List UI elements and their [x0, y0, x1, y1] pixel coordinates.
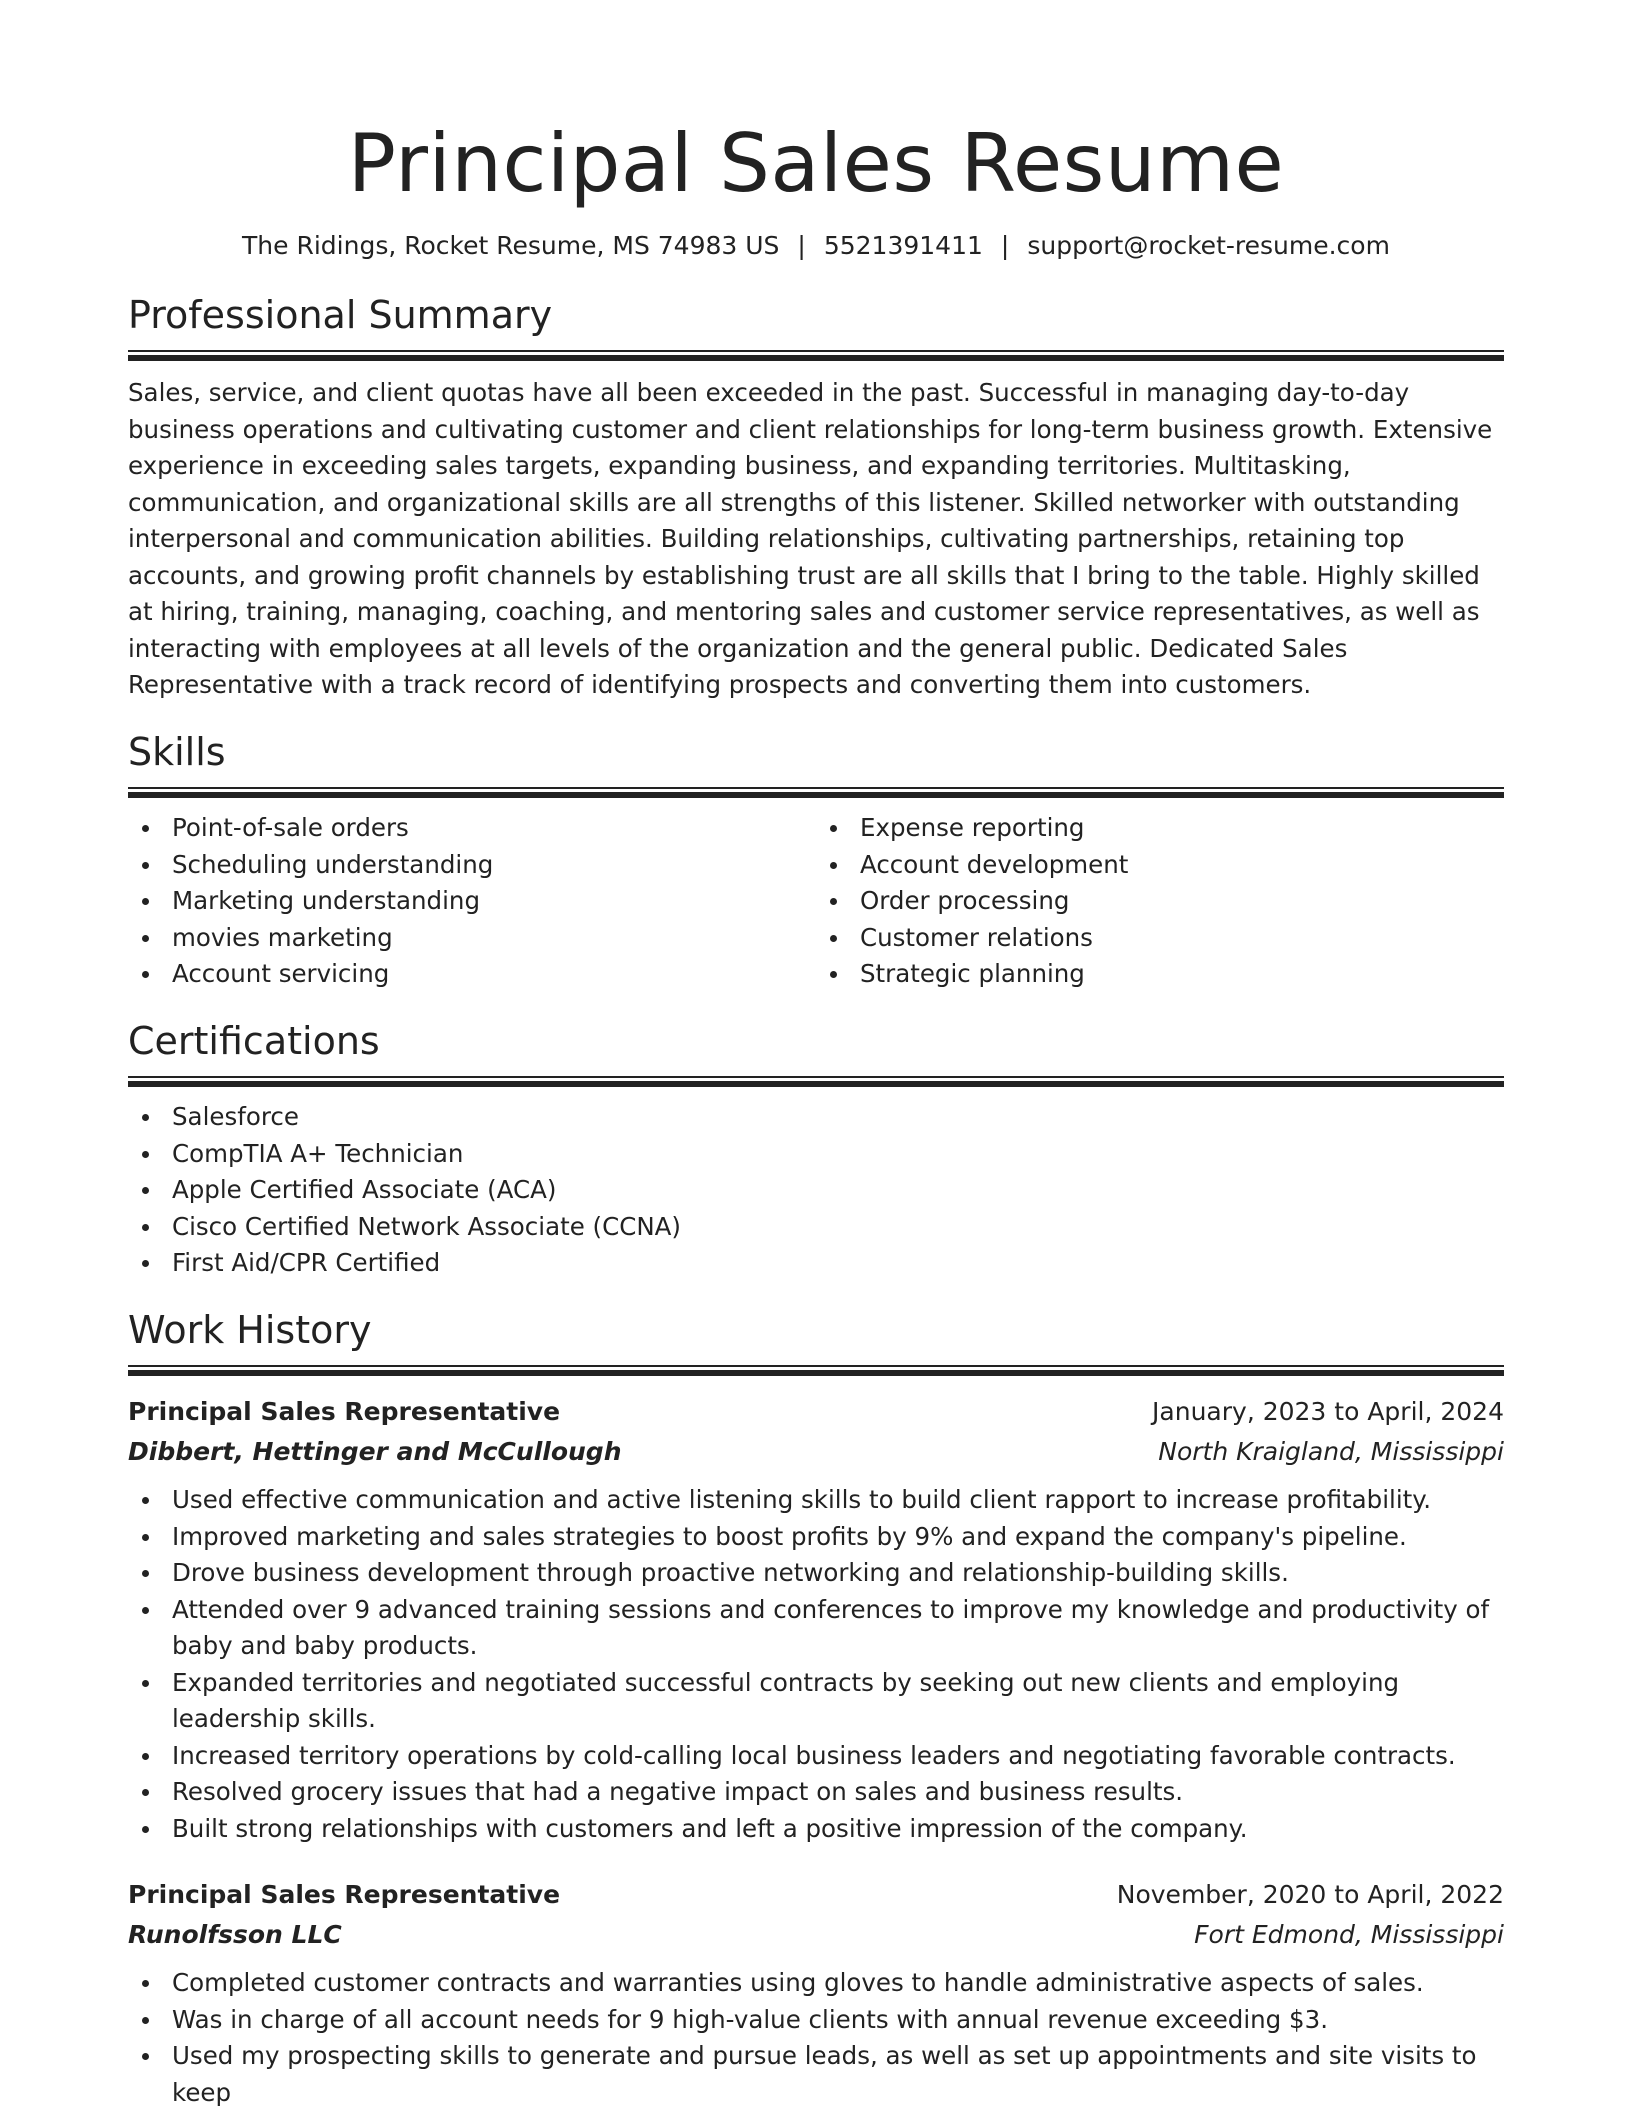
- job-subheader: [128, 1915, 1504, 1955]
- contact-line: [128, 230, 1504, 263]
- contact-email: support@rocket-resume.com: [1027, 231, 1390, 260]
- job-bullets: [128, 1965, 1504, 2111]
- section-divider: [128, 787, 1504, 798]
- job-header: [128, 1875, 1504, 1915]
- list-item: Order processing: [816, 883, 1504, 920]
- list-item: Point-of-sale orders: [128, 810, 816, 847]
- list-item: First Aid/CPR Certified: [128, 1245, 1504, 1282]
- list-item: Used effective communication and active listening skills to build client rapport to increase profitability.: [128, 1482, 1504, 1519]
- list-item: Expense reporting: [816, 810, 1504, 847]
- section-title-summary: Professional Summary: [128, 292, 553, 337]
- section-title-skills: Skills: [128, 729, 226, 774]
- list-item: Account development: [816, 847, 1504, 884]
- job-entry: [128, 1392, 1504, 1847]
- job-header: [128, 1392, 1504, 1432]
- job-bullets: [128, 1482, 1504, 1847]
- job-dates: January, 2023 to April, 2024: [1152, 1397, 1504, 1427]
- section-title-certifications: Certifications: [128, 1018, 380, 1063]
- contact-phone: 5521391411: [823, 231, 983, 260]
- skills-columns: [128, 810, 1504, 993]
- job-location: Fort Edmond, Mississippi: [1194, 1920, 1504, 1950]
- list-item: Attended over 9 advanced training sessions and conferences to improve my knowledge and productivity of baby and baby products.: [128, 1592, 1504, 1665]
- job-location: North Kraigland, Mississippi: [1158, 1437, 1504, 1467]
- list-item: Drove business development through proactive networking and relationship-building skills.: [128, 1555, 1504, 1592]
- work-history-section: [128, 1308, 1504, 2112]
- certifications-section: [128, 1019, 1504, 1282]
- job-company: Runolfsson LLC: [128, 1920, 342, 1950]
- skills-section: [128, 730, 1504, 993]
- certifications-list: [128, 1099, 1504, 1282]
- contact-separator: |: [1000, 231, 1010, 260]
- contact-separator: |: [797, 231, 806, 260]
- list-item: Improved marketing and sales strategies to boost profits by 9% and expand the company's pipeline.: [128, 1519, 1504, 1556]
- resume-page: [128, 0, 1504, 2111]
- job-title: Principal Sales Representative: [128, 1397, 561, 1427]
- list-item: Used my prospecting skills to generate and pursue leads, as well as set up appointments and site visits to keep: [128, 2038, 1504, 2111]
- list-item: movies marketing: [128, 920, 816, 957]
- job-company: Dibbert, Hettinger and McCullough: [128, 1437, 622, 1467]
- list-item: Cisco Certified Network Associate (CCNA): [128, 1209, 1504, 1246]
- job-subheader: [128, 1432, 1504, 1472]
- section-divider: [128, 350, 1504, 361]
- job-dates: November, 2020 to April, 2022: [1116, 1880, 1504, 1910]
- list-item: Expanded territories and negotiated successful contracts by seeking out new clients and employing leadership skills.: [128, 1665, 1504, 1738]
- list-item: Increased territory operations by cold-calling local business leaders and negotiating favorable contracts.: [128, 1738, 1504, 1775]
- page-title: Principal Sales Resume: [347, 117, 1285, 210]
- section-divider: [128, 1365, 1504, 1376]
- list-item: CompTIA A+ Technician: [128, 1136, 1504, 1173]
- section-title-work-history: Work History: [128, 1307, 372, 1352]
- list-item: Marketing understanding: [128, 883, 816, 920]
- list-item: Resolved grocery issues that had a negative impact on sales and business results.: [128, 1774, 1504, 1811]
- list-item: Was in charge of all account needs for 9 high-value clients with annual revenue exceeding $3.: [128, 2002, 1504, 2039]
- list-item: Scheduling understanding: [128, 847, 816, 884]
- list-item: Built strong relationships with customers and left a positive impression of the company.: [128, 1811, 1504, 1848]
- summary-text: Sales, service, and client quotas have all been exceeded in the past. Successful in managing day-to-day business operations and cultivating customer and client relationships for long-term business growth. Extensive experience in exceeding sales targets, expanding business, and expanding territories. Multitasking, communication, and organizational skills are all strengths of this listener. Skilled networker with outstanding interpersonal and communication abilities. Building relationships, cultivating partnerships, retaining top accounts, and growing profit channels by establishing trust are all skills that I bring to the table. Highly skilled at hiring, training, managing, coaching, and mentoring sales and customer service representatives, as well as interacting with employees at all levels of the organization and the general public. Dedicated Sales Representative with a track record of identifying prospects and converting them into customers.: [128, 378, 1493, 700]
- summary-section: [128, 293, 1504, 704]
- section-divider: [128, 1076, 1504, 1087]
- skills-list-left: [128, 810, 816, 993]
- list-item: Account servicing: [128, 956, 816, 993]
- job-title: Principal Sales Representative: [128, 1880, 561, 1910]
- list-item: Apple Certified Associate (ACA): [128, 1172, 1504, 1209]
- list-item: Strategic planning: [816, 956, 1504, 993]
- list-item: Salesforce: [128, 1099, 1504, 1136]
- list-item: Completed customer contracts and warranties using gloves to handle administrative aspects of sales.: [128, 1965, 1504, 2002]
- skills-list-right: [816, 810, 1504, 993]
- contact-address: The Ridings, Rocket Resume, MS 74983 US: [242, 231, 780, 260]
- list-item: Customer relations: [816, 920, 1504, 957]
- job-entry: [128, 1875, 1504, 2111]
